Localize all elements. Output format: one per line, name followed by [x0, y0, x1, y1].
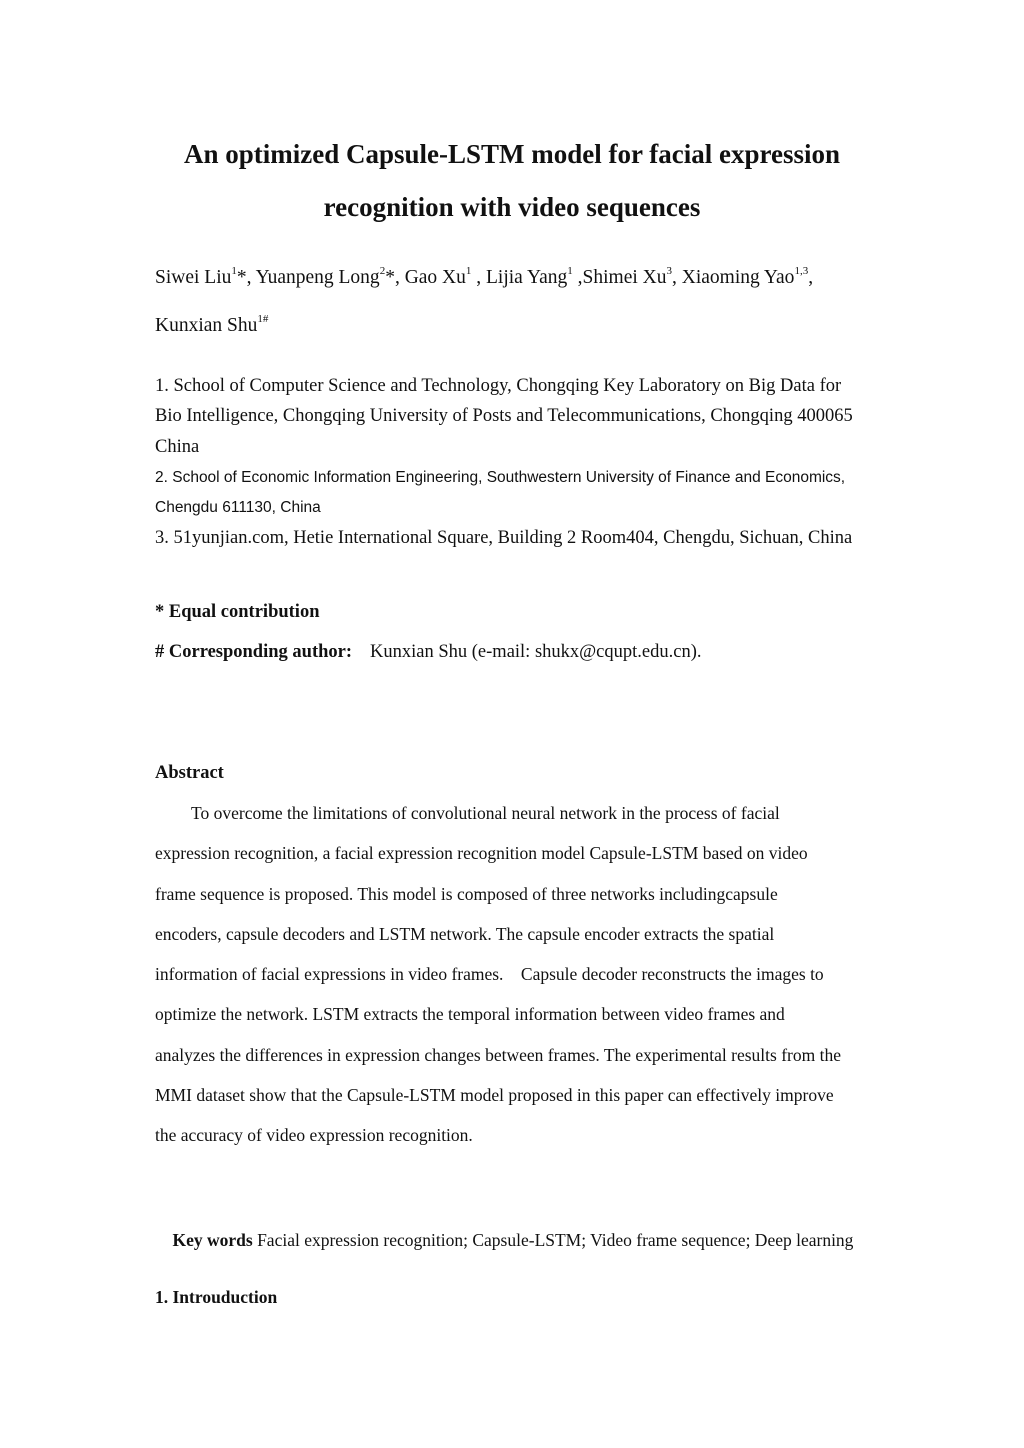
- author-name: Shimei Xu: [582, 267, 667, 288]
- author-affiliation-mark: 1#: [257, 312, 269, 325]
- keywords-value: Facial expression recognition; Capsule-LSTM; Video frame sequence; Deep learning: [252, 1230, 854, 1250]
- abstract-heading: Abstract: [155, 763, 224, 783]
- author-name: Siwei Liu: [155, 267, 232, 288]
- keywords-label: Key words: [172, 1230, 253, 1250]
- affiliation-1-line-1: 1. School of Computer Science and Technology, Chongqing Key Laboratory on Big Data for: [155, 376, 842, 396]
- abstract-line: the accuracy of video expression recognition.: [155, 1125, 473, 1145]
- abstract-line: encoders, capsule decoders and LSTM network. The capsule encoder extracts the spatial: [155, 924, 775, 944]
- author-affiliation-mark: 3: [666, 264, 672, 277]
- author-affiliation-mark: 1: [231, 264, 237, 277]
- affiliation-3-line-1: 3. 51yunjian.com, Hetie International Square, Building 2 Room404, Chengdu, Sichuan, China: [155, 528, 853, 548]
- author-list: Siwei Liu$^1$*, Yuanpeng Long$^2$*, Gao Xu$^1$ , Lijia Yang$^1$ ,Shimei Xu$^3$, Xiaoming Yao$^{1,3}$,: [155, 264, 814, 288]
- author-name: Gao Xu: [404, 267, 466, 288]
- author-name: Lijia Yang: [486, 267, 568, 288]
- author-name: Yuanpeng Long: [255, 267, 380, 288]
- author-affiliation-mark: 1,3: [794, 264, 809, 277]
- abstract-line: optimize the network. LSTM extracts the temporal information between video frames and: [155, 1004, 785, 1024]
- paper-title-line-2: recognition with video sequences: [323, 192, 701, 222]
- author-name: Kunxian Shu: [155, 315, 258, 336]
- corresponding-author-label: # Corresponding author:: [155, 642, 353, 662]
- corresponding-author-note: [155, 640, 702, 664]
- affiliation-1-line-3: China: [155, 437, 200, 457]
- author-list-continued: [155, 314, 268, 338]
- author-name: Xiaoming Yao: [681, 267, 795, 288]
- affiliation-2-line-1: 2. School of Economic Information Engineering, Southwestern University of Finance and Economics,: [155, 469, 846, 486]
- keywords-line: [155, 1204, 853, 1276]
- abstract-line: To overcome the limitations of convolutional neural network in the process of facial: [191, 803, 780, 823]
- corresponding-author-contact: Kunxian Shu (e-mail: shukx@cqupt.edu.cn).: [370, 642, 702, 662]
- abstract-line: expression recognition, a facial expression recognition model Capsule-LSTM based on video: [155, 843, 808, 863]
- equal-contribution-note: * Equal contribution: [155, 602, 320, 622]
- affiliation-2-line-2: Chengdu 611130, China: [155, 499, 321, 516]
- abstract-line: MMI dataset show that the Capsule-LSTM model proposed in this paper can effectively improve: [155, 1085, 834, 1105]
- paper-title-line-1: An optimized Capsule-LSTM model for facial expression: [183, 139, 840, 169]
- abstract-line: analyzes the differences in expression changes between frames. The experimental results from the: [155, 1045, 841, 1065]
- author-affiliation-mark: 1: [567, 264, 573, 277]
- abstract-line: information of facial expressions in video frames. Capsule decoder reconstructs the images to: [155, 964, 824, 984]
- section-heading-introduction: 1. Introuduction: [155, 1287, 278, 1307]
- author-affiliation-mark: 2: [379, 264, 386, 277]
- abstract-line: frame sequence is proposed. This model is composed of three networks includingcapsule: [155, 884, 778, 904]
- author-affiliation-mark: 1: [465, 264, 472, 277]
- affiliation-1-line-2: Bio Intelligence, Chongqing University of Posts and Telecommunications, Chongqing 400065: [155, 406, 853, 426]
